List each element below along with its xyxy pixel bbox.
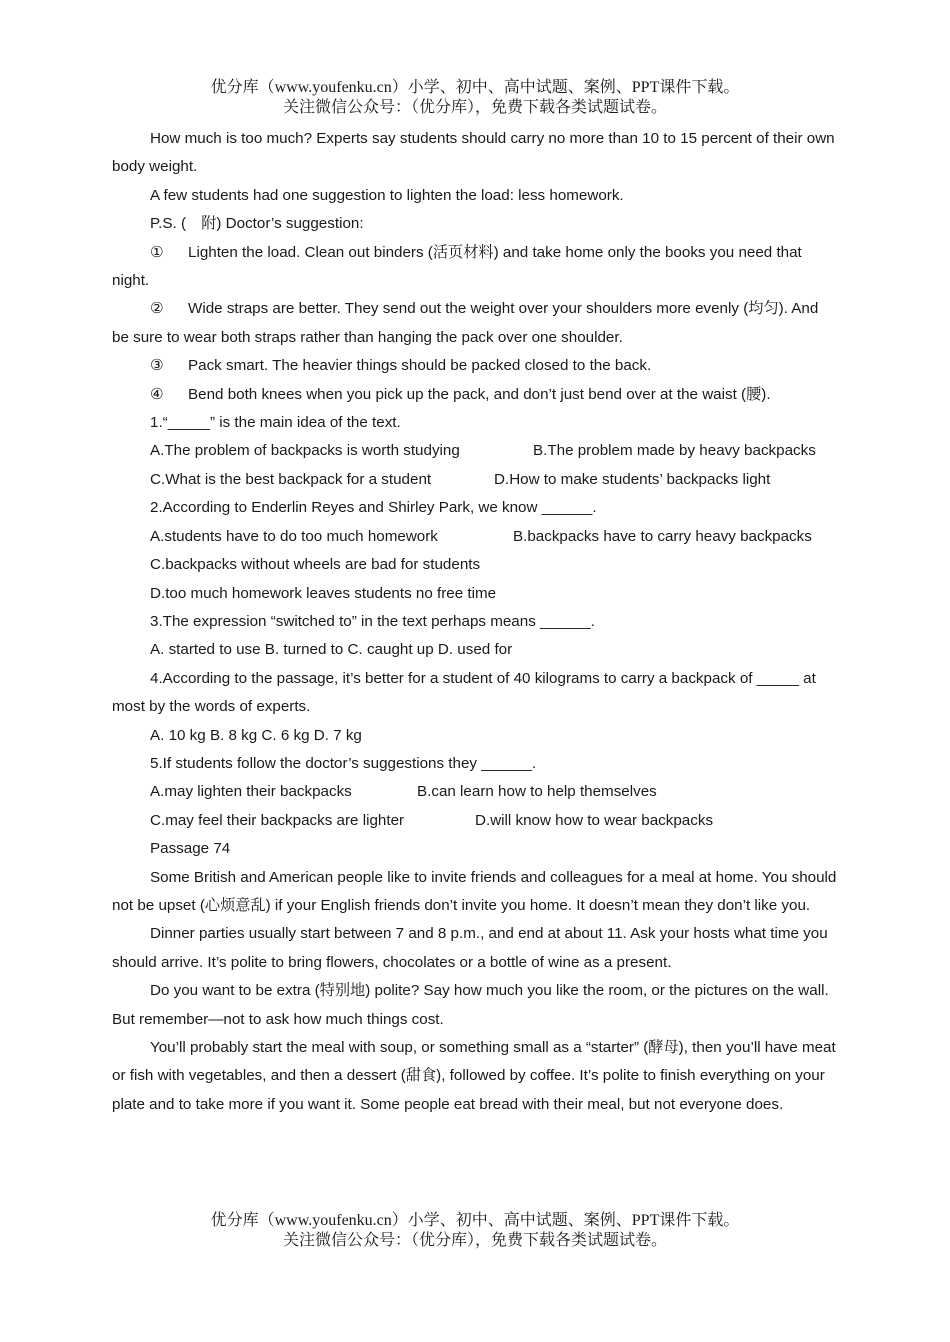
question-3: 3.The expression “switched to” in the text perhaps means ______. (150, 612, 595, 630)
document-body (112, 125, 838, 1119)
option-2b: B.backpacks have to carry heavy backpacks (513, 527, 812, 545)
paragraph-experts: How much is too much? Experts say students should carry no more than 10 to 15 percent of their own body weight. (112, 130, 835, 176)
footer-line-1: 优分库（www.youfenku.cn）小学、初中、高中试题、案例、PPT课件下载。 (210, 1212, 740, 1229)
question-4: 4.According to the passage, it’s better for a student of 40 kilograms to carry a backpack of _____ at most by the words of experts. (112, 669, 816, 716)
question-2: 2.According to Enderlin Reyes and Shirley Park, we know ______. (150, 499, 597, 517)
question-5-options-ab (112, 778, 838, 806)
suggestion-3-text: Pack smart. The heavier things should be packed closed to the back. (188, 357, 652, 375)
option-1d: D.How to make students’ backpacks light (494, 470, 771, 488)
suggestion-2-marker: ② (150, 300, 164, 318)
option-5b: B.can learn how to help themselves (417, 783, 657, 801)
question-4-options: A. 10 kg B. 8 kg C. 6 kg D. 7 kg (150, 726, 362, 744)
suggestion-1-marker: ① (150, 243, 164, 261)
suggestion-1-text: Lighten the load. Clean out binders (活页材料) and take home only the books you need that night. (112, 243, 802, 290)
header-line-2: 关注微信公众号：（优分库），免费下载各类试题试卷。 (282, 99, 667, 116)
option-2a: A.students have to do too much homework (150, 527, 438, 545)
passage-paragraph-1: Some British and American people like to invite friends and colleagues for a meal at home. You should not be upset (心烦意乱) if your English friends don’t invite you home. It doesn’t mean they don’t like you. (112, 868, 837, 914)
option-5a: A.may lighten their backpacks (150, 783, 352, 801)
ps-doctor-suggestion: P.S. ( 附) Doctor’s suggestion: (150, 215, 364, 233)
passage-title: Passage 74 (150, 840, 231, 858)
option-1c: C.What is the best backpack for a student (150, 470, 432, 488)
question-3-options: A. started to use B. turned to C. caught up D. used for (150, 641, 513, 659)
header-line-1: 优分库（www.youfenku.cn）小学、初中、高中试题、案例、PPT课件下载。 (210, 79, 740, 96)
suggestion-4-marker: ④ (150, 385, 164, 403)
option-1b: B.The problem made by heavy backpacks (533, 442, 816, 460)
paragraph-suggestion: A few students had one suggestion to lighten the load: less homework. (150, 186, 624, 204)
option-5c: C.may feel their backpacks are lighter (150, 811, 405, 829)
passage-paragraph-4: You’ll probably start the meal with soup, or something small as a “starter” (酵母), then you’ll have meat or fish with vegetables, and then a dessert (甜食), followed by coffee. It’s polite to finish everything on your plate and to take more if you want it. Some people eat bread with their meal, but not everyone does. (112, 1039, 836, 1113)
passage-paragraph-2: Dinner parties usually start between 7 and 8 p.m., and end at about 11. Ask your hosts what time you should arrive. It’s polite to bring flowers, chocolates or a bottle of wine as a present. (112, 925, 828, 971)
suggestion-1 (112, 239, 838, 296)
suggestion-3 (112, 352, 838, 380)
suggestion-4 (112, 381, 838, 409)
page-footer (0, 1211, 950, 1251)
question-5-options-cd (112, 807, 838, 835)
suggestion-2 (112, 295, 838, 352)
page-header (0, 78, 950, 118)
question-1: 1.“_____” is the main idea of the text. (150, 414, 401, 432)
suggestion-4-text: Bend both knees when you pick up the pack, and don’t just bend over at the waist (腰). (188, 385, 771, 403)
option-5d: D.will know how to wear backpacks (475, 811, 714, 829)
option-2c: C.backpacks without wheels are bad for students (150, 556, 481, 574)
question-2-options-ab (112, 523, 838, 551)
question-1-options-cd (112, 466, 838, 494)
option-1a: A.The problem of backpacks is worth studying (150, 442, 460, 460)
footer-line-2: 关注微信公众号：（优分库），免费下载各类试题试卷。 (282, 1232, 667, 1249)
passage-paragraph-3: Do you want to be extra (特别地) polite? Say how much you like the room, or the pictures on the wall. But remember—not to ask how much things cost. (112, 982, 829, 1028)
suggestion-3-marker: ③ (150, 357, 164, 375)
suggestion-2-text: Wide straps are better. They send out the weight over your shoulders more evenly (均匀). And be sure to wear both straps rather than hanging the pack over one shoulder. (112, 300, 819, 346)
question-5: 5.If students follow the doctor’s suggestions they ______. (150, 754, 537, 772)
option-2d: D.too much homework leaves students no free time (150, 584, 497, 602)
question-1-options-ab (112, 437, 838, 465)
